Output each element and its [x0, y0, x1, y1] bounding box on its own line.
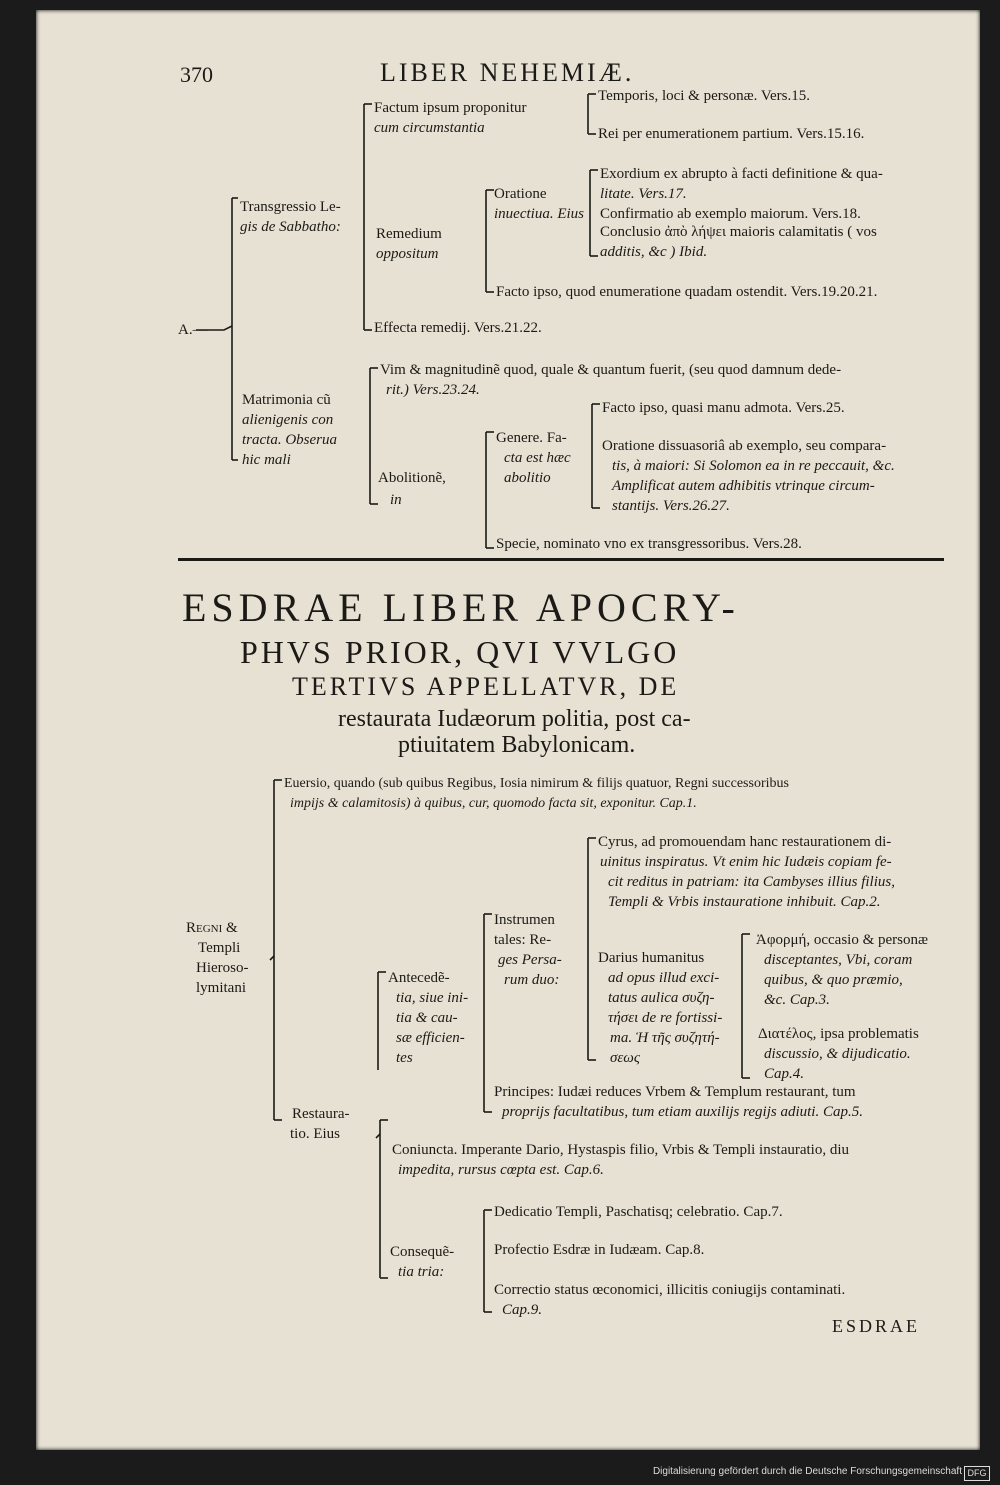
coniuncta-line2: impedita, rursus cœpta est. Cap.6. [398, 1162, 604, 1178]
euersio-line1: Euersio, quando (sub quibus Regibus, Iosia nimirum & filijs quatuor, Regni successoribus [284, 776, 789, 791]
oratione-diss-line4: stantijs. Vers.26.27. [612, 498, 730, 514]
diatelos-line1: Διατέλος, ipsa problematis [758, 1026, 919, 1042]
cyrus-line4: Templi & Vrbis instauratione inhibuit. Cap.2. [608, 894, 881, 910]
euersio-line2: impijs & calamitosis) à quibus, cur, quomodo facta sit, exponitur. Cap.1. [290, 796, 697, 811]
factum-line1: Factum ipsum proponitur [374, 100, 527, 116]
transgressio-line2: gis de Sabbatho: [240, 219, 341, 235]
principes-line2: proprijs facultatibus, tum etiam auxilijs regijs adiuti. Cap.5. [502, 1104, 863, 1120]
matrimonia-line2: alienigenis con [242, 412, 334, 428]
aphorme-line4: &c. Cap.3. [764, 992, 830, 1008]
facto-manu-entry: Facto ipso, quasi manu admota. Vers.25. [602, 400, 845, 416]
conclusio-line1: Conclusio ἀπὸ λήψει maioris calamitatis ( vos [600, 224, 877, 240]
exordium-line2: litate. Vers.17. [600, 186, 687, 202]
instrumentales-line3: ges Persa- [498, 952, 562, 968]
coniuncta-line1: Coniuncta. Imperante Dario, Hystaspis filio, Vrbis & Templi instauratio, diu [392, 1142, 850, 1158]
consequentia-line2: tia tria: [398, 1264, 445, 1280]
genere-line1: Genere. Fa- [496, 430, 567, 446]
matrimonia-line4: hic mali [242, 452, 291, 468]
conclusio-line2: additis, &c ) Ibid. [600, 244, 708, 260]
antecedentia-line1: Antecedẽ- [388, 970, 450, 986]
footer-credit: Digitalisierung gefördert durch die Deutsche Forschungsgemeinschaft [652, 1466, 962, 1477]
matrimonia-line3: tracta. Obserua [242, 432, 337, 448]
cyrus-line3: cit reditus in patriam: ita Cambyses illius filius, [608, 874, 895, 890]
exordium-line1: Exordium ex abrupto à facti definitione & qua- [600, 166, 883, 182]
restauratio-line2: tio. Eius [290, 1126, 341, 1142]
darius-line1: Darius humanitus [598, 950, 705, 966]
title-line3: TERTIVS APPELLATVR, DE [292, 672, 680, 701]
tree1-root-label: A.— [178, 322, 208, 338]
aphorme-line1: Ἀφορμή, occasio & personæ [756, 932, 929, 948]
diatelos-line2: discussio, & dijudicatio. [764, 1046, 911, 1062]
darius-line2: ad opus illud exci- [608, 970, 720, 986]
diatelos-line3: Cap.4. [764, 1066, 805, 1082]
factum-line2: cum circumstantia [374, 120, 485, 136]
abolitione-line2: in [390, 492, 402, 508]
aphorme-line3: quibus, & quo præmio, [764, 972, 903, 988]
matrimonia-line1: Matrimonia cũ [242, 392, 331, 408]
vim-line2: rit.) Vers.23.24. [386, 382, 480, 398]
tree2-root-line3: Hieroso- [196, 960, 249, 976]
oratione-diss-line2: tis, à maiori: Si Solomon ea in re peccauit, &c. [612, 458, 895, 474]
title-line4: restaurata Iudæorum politia, post ca- [338, 706, 691, 732]
correctio-line1: Correctio status œconomici, illicitis coniugijs contaminati. [494, 1282, 846, 1298]
oratione-diss-line1: Oratione dissuasoriâ ab exemplo, seu compara- [602, 438, 887, 454]
darius-line5: ma. Ἡ τῆς συζητή- [610, 1030, 720, 1046]
page-number: 370 [180, 62, 213, 87]
temporis-entry: Temporis, loci & personæ. Vers.15. [598, 88, 810, 104]
title-line5: ptiuitatem Babylonicam. [398, 732, 636, 758]
correctio-line2: Cap.9. [502, 1302, 543, 1318]
specie-entry: Specie, nominato vno ex transgressoribus. Vers.28. [496, 536, 802, 552]
antecedentia-line4: sæ efficien- [396, 1030, 465, 1046]
tree2-root-line2: Templi [198, 940, 241, 956]
running-title: LIBER NEHEMIÆ. [380, 58, 635, 87]
aphorme-line2: disceptantes, Vbi, coram [764, 952, 913, 968]
genere-line2: cta est hæc [504, 450, 571, 466]
cyrus-line1: Cyrus, ad promouendam hanc restaurationem di- [598, 834, 892, 850]
antecedentia-line2: tia, siue ini- [396, 990, 469, 1006]
antecedentia-line3: tia & cau- [396, 1010, 458, 1026]
confirmatio-entry: Confirmatio ab exemplo maiorum. Vers.18. [600, 206, 861, 222]
facto-ipso-entry: Facto ipso, quod enumeratione quadam ostendit. Vers.19.20.21. [496, 284, 878, 300]
instrumentales-line2: tales: Re- [494, 932, 552, 948]
genere-line3: abolitio [504, 470, 551, 486]
tree2-root-line1: Regni & [186, 920, 238, 936]
oratione-line2: inuectiua. Eius [494, 206, 584, 222]
rei-entry: Rei per enumerationem partium. Vers.15.16. [598, 126, 865, 142]
darius-line6: σεως [610, 1050, 640, 1066]
instrumentales-line1: Instrumen [494, 912, 555, 928]
section-divider [178, 558, 944, 561]
antecedentia-line5: tes [396, 1050, 413, 1066]
transgressio-line1: Transgressio Le- [240, 199, 341, 215]
dedicatio-entry: Dedicatio Templi, Paschatisq; celebratio. Cap.7. [494, 1204, 783, 1220]
instrumentales-line4: rum duo: [504, 972, 560, 988]
effecta-entry: Effecta remedij. Vers.21.22. [374, 320, 542, 336]
remedium-line1: Remedium [376, 226, 442, 242]
cyrus-line2: uinitus inspiratus. Vt enim hic Iudæis copiam fe- [600, 854, 892, 870]
dfg-logo: DFG [964, 1466, 990, 1481]
profectio-entry: Profectio Esdræ in Iudæam. Cap.8. [494, 1242, 705, 1258]
principes-line1: Principes: Iudæi reduces Vrbem & Templum restaurant, tum [494, 1084, 856, 1100]
title-line1: ESDRAE LIBER APOCRY- [182, 585, 740, 630]
consequentia-line1: Consequẽ- [390, 1244, 455, 1260]
title-line2: PHVS PRIOR, QVI VVLGO [240, 634, 680, 670]
darius-line4: τήσει de re fortissi- [608, 1010, 723, 1026]
tree2-root-line4: lymitani [196, 980, 246, 996]
vim-line1: Vim & magnitudinẽ quod, quale & quantum fuerit, (seu quod damnum dede- [380, 362, 842, 378]
abolitione-line1: Abolitionẽ, [378, 470, 446, 486]
remedium-line2: oppositum [376, 246, 439, 262]
restauratio-line1: Restaura- [292, 1106, 350, 1122]
oratione-line1: Oratione [494, 186, 547, 202]
darius-line3: tatus aulica συζη- [608, 990, 715, 1006]
oratione-diss-line3: Amplificat autem adhibitis vtrinque circum- [612, 478, 875, 494]
catchword: ESDRAE [832, 1316, 921, 1336]
